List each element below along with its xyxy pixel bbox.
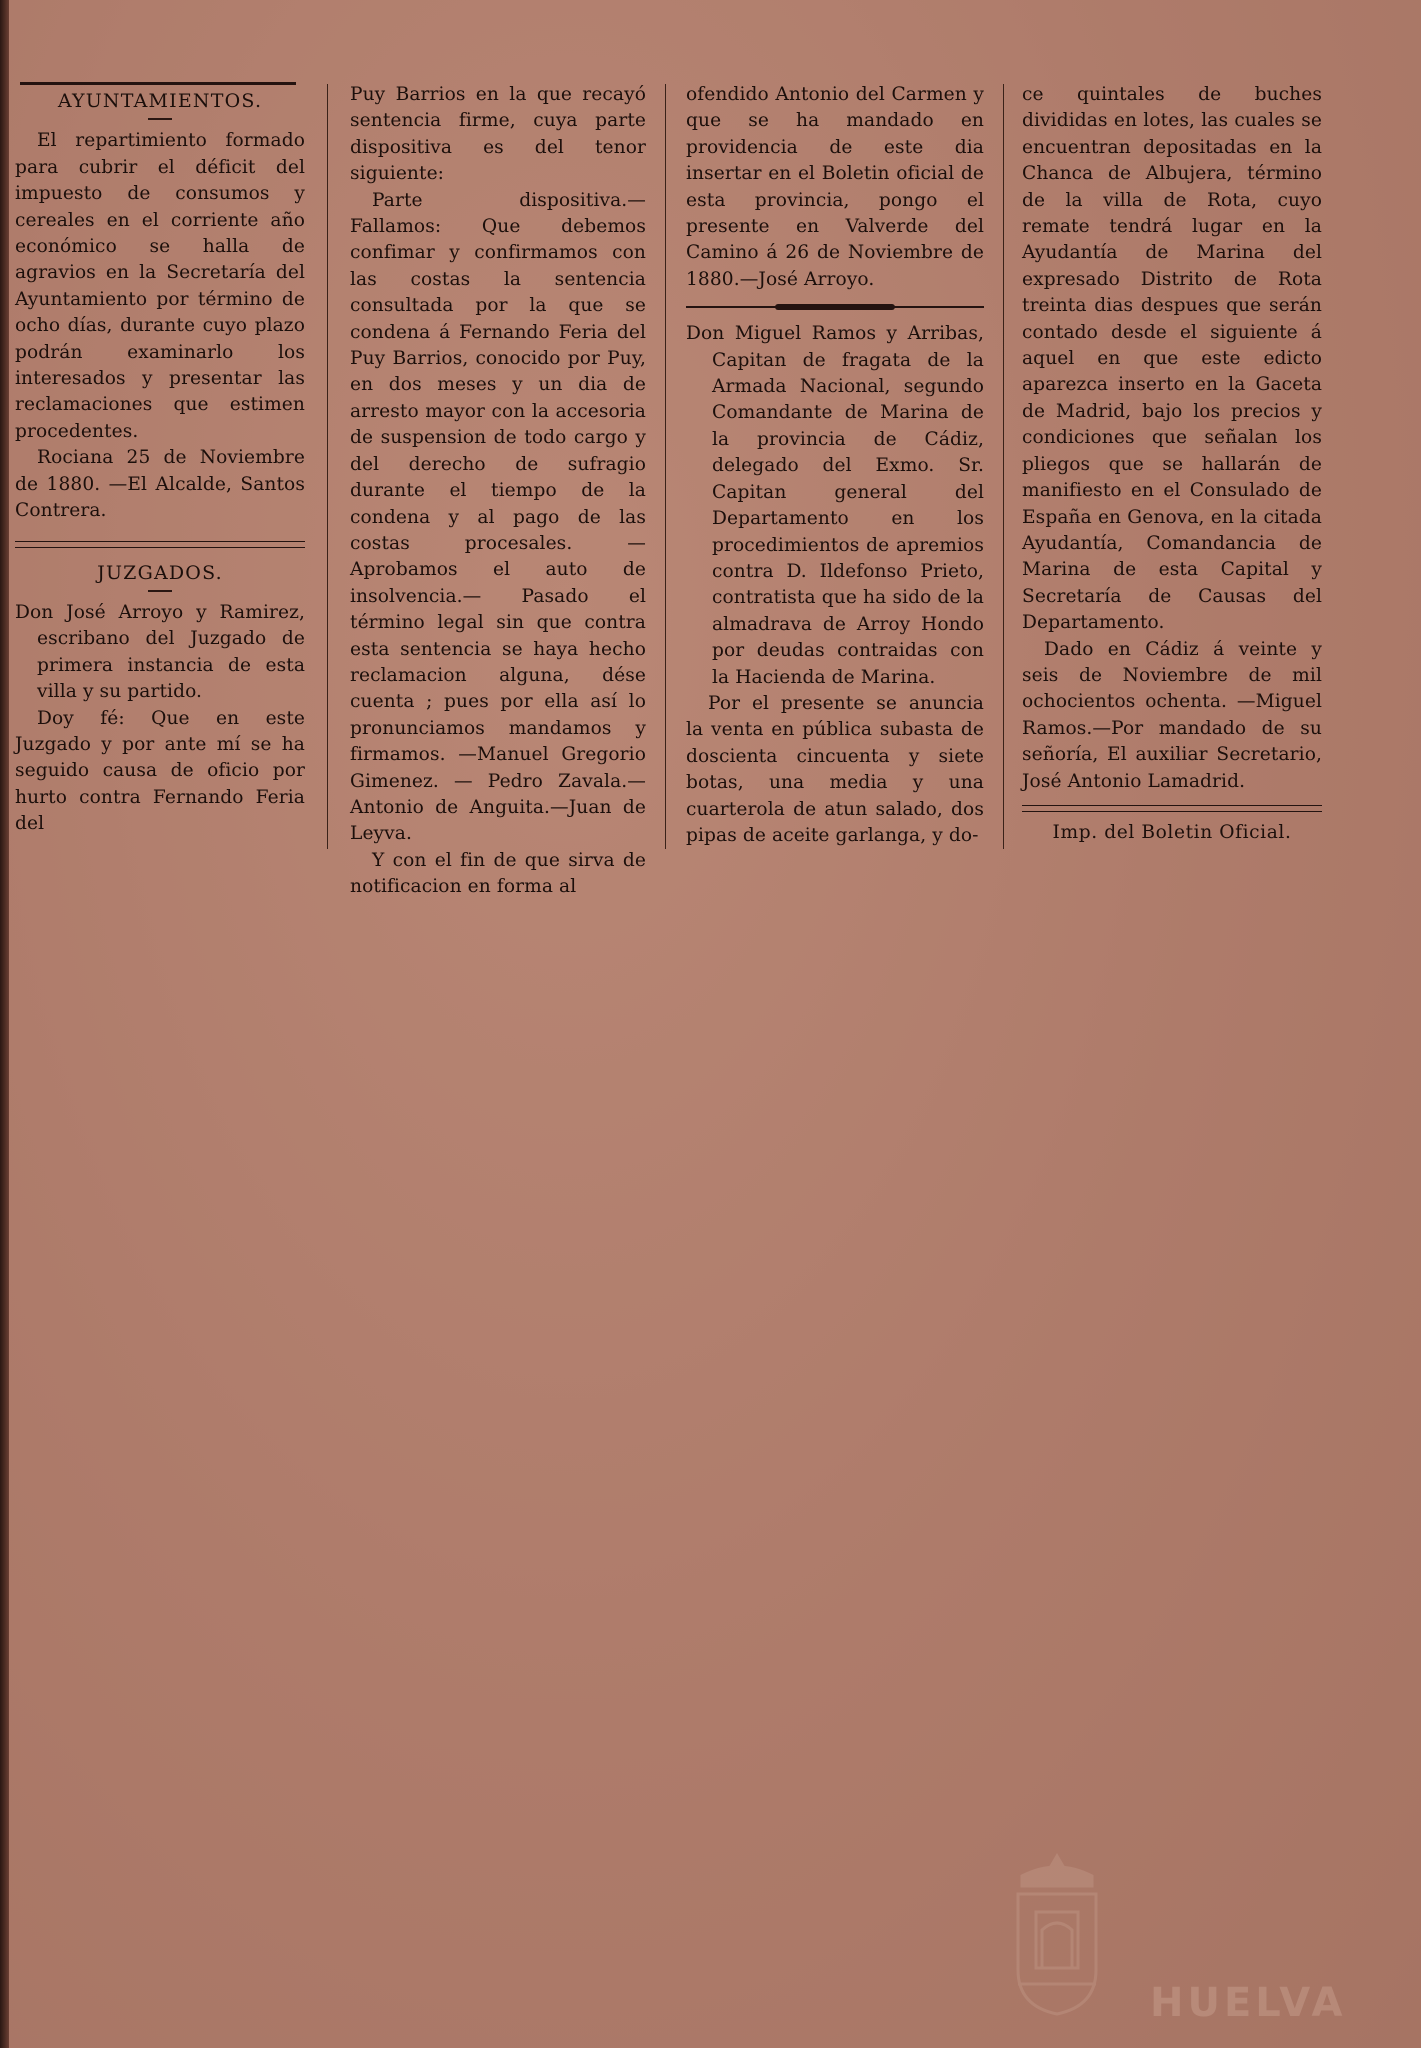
heading-dash xyxy=(148,118,172,120)
heading-dash xyxy=(148,590,172,592)
paragraph: Rociana 25 de Noviembre de 1880. —El Alcalde, Santos Contrera. xyxy=(15,447,305,522)
paragraph: ce quintales de buches divididas en lotes, las cuales se encuentran depositadas en la Chanca de Albujera, término de la villa de Rota, cuyo remate tendrá lugar en la Ayudantía de Marina del expresado Distrito de Rota treinta dias despues que serán contado desde el siguiente á aquel en que este edicto aparezca inserto en la Gaceta de Madrid, bajo los precios y condiciones que señalan los pliegos que se hallarán de manifiesto en el Consulado de España en Genova, en la citada Ayudantía, Comandancia de Marina de esta Capital y Secretaría de Causas del Departamento. xyxy=(1022,84,1322,634)
column-separator-2 xyxy=(665,84,666,849)
paragraph: Don Miguel Ramos y Arribas, Capitan de fragata de la Armada Nacional, segundo Comandante de Marina de la provincia de Cádiz, delegado del Exmo. Sr. Capitan general del Departamento en los procedimientos de apremios contra D. Ildefonso Prieto, contratista que ha sido de la almadrava de Arroy Hondo por deudas contraidas con la Hacienda de Marina. xyxy=(686,323,984,688)
paragraph: Dado en Cádiz á veinte y seis de Noviembre de mil ochocientos ochenta. —Miguel Ramos.—Por mandado de su señoría, El auxiliar Secretario, José Antonio Lamadrid. xyxy=(1022,638,1322,792)
section-heading-juzgados: JUZGADOS. xyxy=(97,561,223,584)
column-3 xyxy=(686,82,984,849)
imprint-line: Imp. del Boletin Oficial. xyxy=(1052,821,1292,843)
section-heading-ayuntamientos: AYUNTAMIENTOS. xyxy=(57,90,263,112)
column-separator-3 xyxy=(1003,84,1004,849)
section-divider xyxy=(686,303,984,311)
paragraph: Por el presente se anuncia la venta en pública subasta de doscienta cincuenta y siete botas, una media y una cuarterola de atun salado, dos pipas de aceite garlanga, y do- xyxy=(686,692,984,846)
crest-watermark-icon xyxy=(1002,1850,1112,2018)
paragraph: Doy fé: Que en este Juzgado y por ante mí se ha seguido causa de oficio por hurto contra Fernando Feria del xyxy=(15,707,305,835)
page-left-edge xyxy=(0,0,9,2048)
watermark-text: HUELVA xyxy=(1150,1980,1347,2026)
column-4 xyxy=(1022,82,1322,846)
column-separator-1 xyxy=(327,84,328,849)
paragraph: ofendido Antonio del Carmen y que se ha mandado en providencia de este dia insertar en el Boletin oficial de esta provincia, pongo el presente en Valverde del Camino á 26 de Noviembre de 1880.—José Arroyo. xyxy=(686,84,984,290)
paragraph: Y con el fin de que sirva de notificacion en forma al xyxy=(350,849,646,898)
paragraph: El repartimiento formado para cubrir el déficit del impuesto de consumos y cereales en el corriente año económico se halla de agravios en la Secretaría del Ayuntamiento por término de ocho días, durante cuyo plazo podrán examinarlo los interesados y presentar las reclamaciones que estimen procedentes. xyxy=(15,130,305,442)
paragraph: Don José Arroyo y Ramirez, escribano del Juzgado de primera instancia de esta villa y su partido. xyxy=(15,601,305,703)
column-2 xyxy=(350,82,646,901)
paragraph: Puy Barrios en la que recayó sentencia firme, cuya parte dispositiva es del tenor siguiente: xyxy=(350,84,646,185)
column-1 xyxy=(15,82,305,838)
paragraph: Parte dispositiva.—Fallamos: Que debemos confimar y confirmamos con las costas la sentencia consultada por la que se condena á Fernando Feria del Puy Barrios, conocido por Puy, en dos meses y un dia de arresto mayor con la accesoria de suspension de todo cargo y del derecho de sufragio durante el tiempo de la condena y al pago de las costas procesales. —Aprobamos el auto de insolvencia.— Pasado el término legal sin que contra esta sentencia se haya hecho reclamacion alguna, dése cuenta ; pues por ella así lo pronunciamos mandamos y firmamos. —Manuel Gregorio Gimenez. — Pedro Zavala.—Antonio de Anguita.—Juan de Leyva. xyxy=(350,189,646,845)
section-divider xyxy=(1022,805,1322,812)
section-divider xyxy=(15,541,305,548)
